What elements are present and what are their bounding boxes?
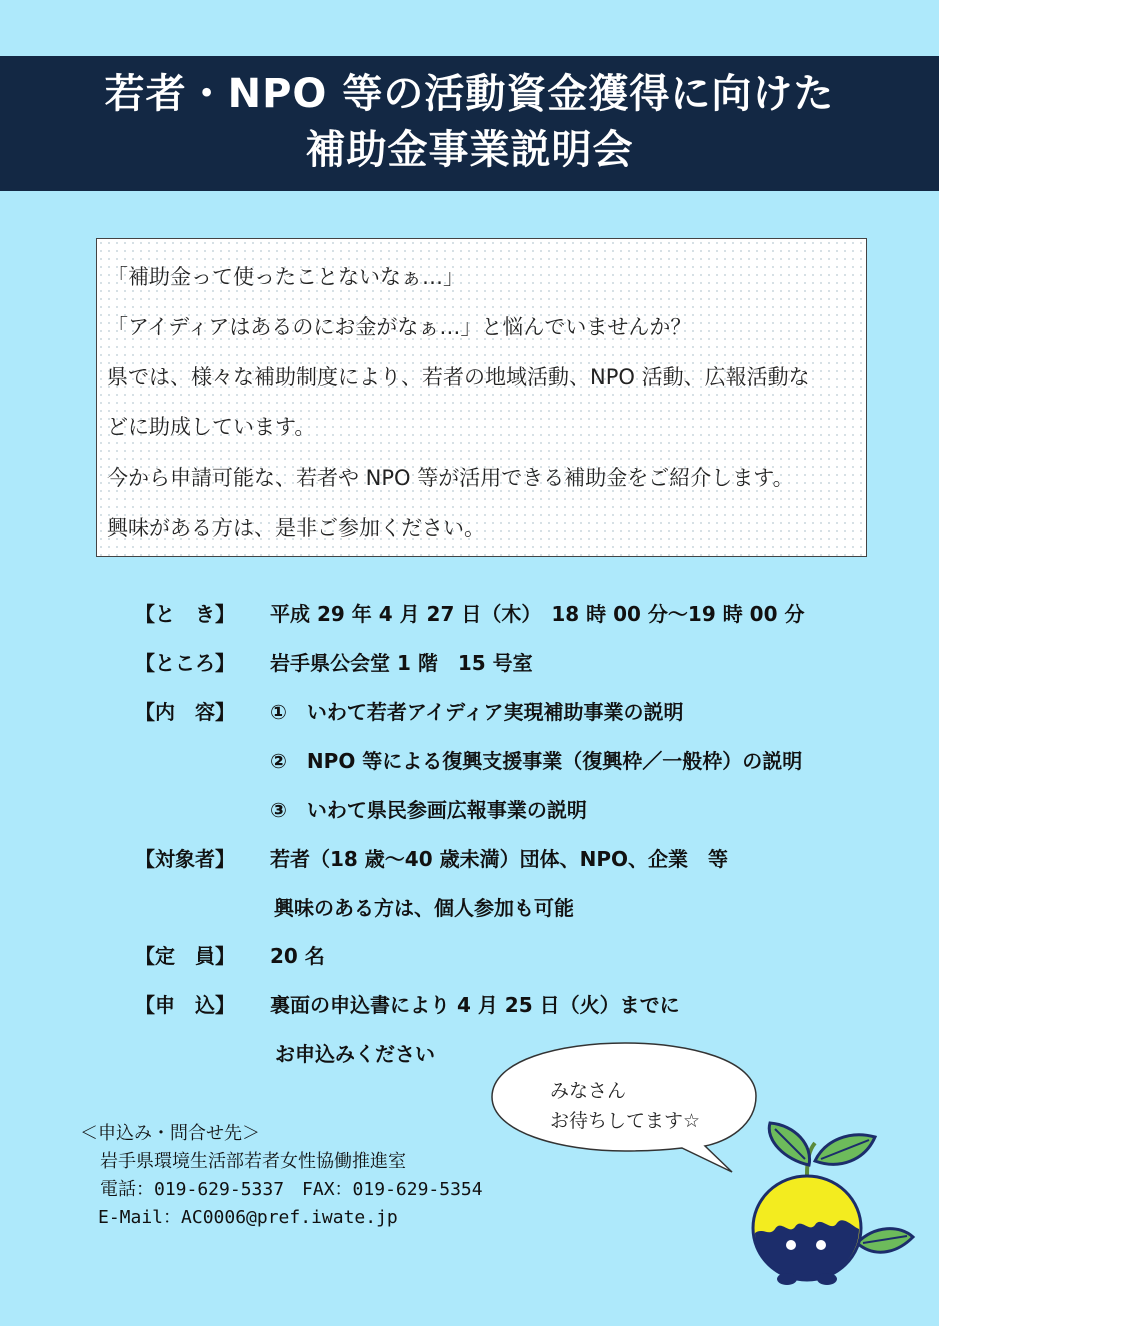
intro-line-5: 今から申請可能な、若者や NPO 等が活用できる補助金をご紹介します。 bbox=[107, 466, 794, 490]
apply-value: 裏面の申込書により 4 月 25 日（火）までに bbox=[270, 993, 680, 1017]
when-value: 平成 29 年 4 月 27 日（木） 18 時 00 分～19 時 00 分 bbox=[270, 602, 805, 626]
where-value: 岩手県公会堂 1 階 15 号室 bbox=[270, 651, 533, 675]
title-line-2: 補助金事業説明会 bbox=[305, 127, 634, 173]
speech-bubble bbox=[490, 1040, 760, 1175]
sprout-mascot-icon bbox=[745, 1115, 925, 1290]
target-label: 【対象者】 bbox=[135, 847, 235, 871]
contact-phone-fax: 電話：019-629-5337 FAX：019-629-5354 bbox=[100, 1179, 483, 1200]
content-item-2: ② NPO 等による復興支援事業（復興枠／一般枠）の説明 bbox=[270, 749, 803, 773]
where-label: 【ところ】 bbox=[135, 651, 235, 675]
intro-line-3: 県では、様々な補助制度により、若者の地域活動、NPO 活動、広報活動な bbox=[107, 365, 810, 389]
intro-line-6: 興味がある方は、是非ご参加ください。 bbox=[107, 516, 485, 540]
intro-line-2: 「アイディアはあるのにお金がなぁ…」と悩んでいませんか？ bbox=[107, 315, 692, 339]
contact-heading: ＜申込み・問合せ先＞ bbox=[80, 1123, 260, 1144]
target-note: 興味のある方は、個人参加も可能 bbox=[274, 896, 574, 920]
contact-email[interactable]: E-Mail：AC0006@pref.iwate.jp bbox=[98, 1207, 398, 1228]
content-item-3: ③ いわて県民参画広報事業の説明 bbox=[270, 798, 587, 822]
intro-box bbox=[96, 238, 867, 557]
target-value: 若者（18 歳～40 歳未満）団体、NPO、企業 等 bbox=[270, 847, 728, 871]
bubble-line-2: お待ちしてます☆ bbox=[550, 1110, 701, 1132]
capacity-value: 20 名 bbox=[270, 944, 325, 968]
content-label: 【内 容】 bbox=[135, 700, 235, 724]
title-banner bbox=[0, 56, 939, 191]
capacity-label: 【定 員】 bbox=[135, 944, 235, 968]
contact-office: 岩手県環境生活部若者女性協働推進室 bbox=[100, 1151, 406, 1172]
apply-note: お申込みください bbox=[275, 1042, 435, 1066]
bubble-line-1: みなさん bbox=[550, 1080, 627, 1102]
apply-label: 【申 込】 bbox=[135, 993, 235, 1017]
when-label: 【と き】 bbox=[135, 602, 235, 626]
contact-block bbox=[80, 1120, 483, 1232]
intro-line-1: 「補助金って使ったことないなぁ…」 bbox=[107, 265, 464, 289]
title-line-1: 若者・NPO 等の活動資金獲得に向けた bbox=[104, 71, 835, 117]
content-item-1: ① いわて若者アイディア実現補助事業の説明 bbox=[270, 700, 684, 724]
intro-line-4: どに助成しています。 bbox=[107, 415, 316, 439]
